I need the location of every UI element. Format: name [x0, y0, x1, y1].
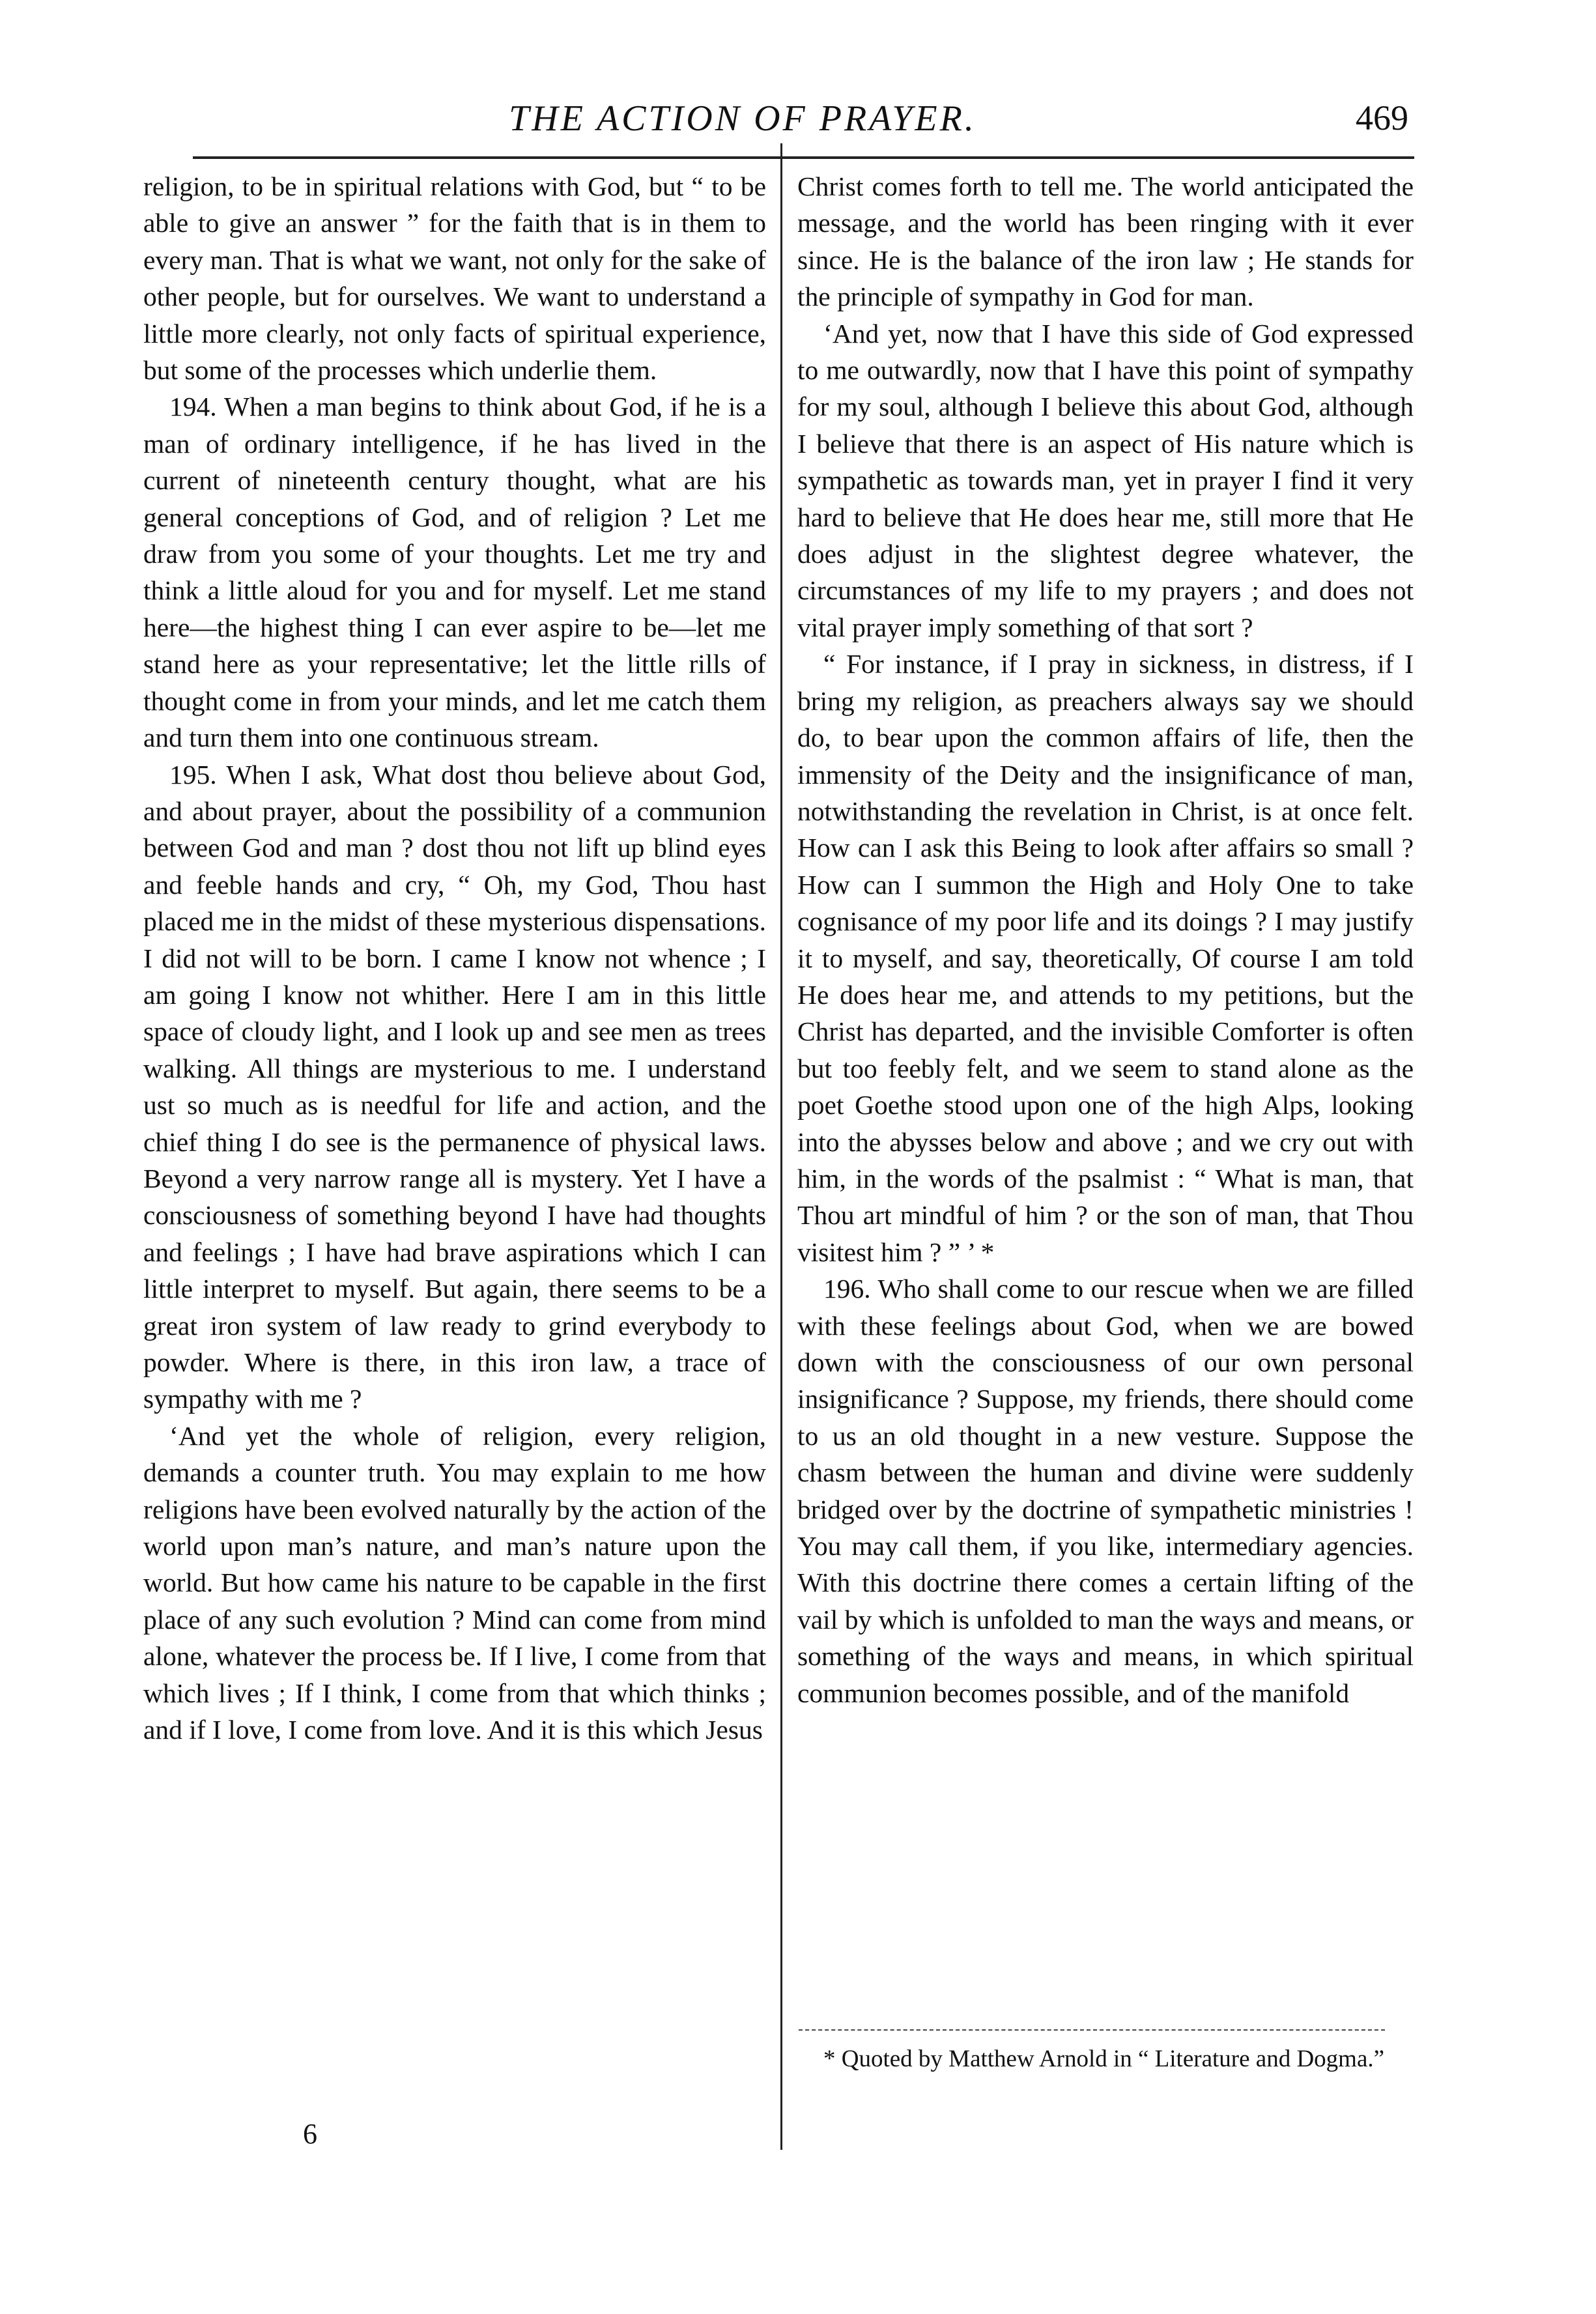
footnote: * Quoted by Matthew Arnold in “ Literature and Dogma.”: [823, 2046, 1385, 2072]
signature-mark: 6: [303, 2118, 317, 2150]
left-column: [143, 168, 766, 1748]
page-header: [0, 98, 1596, 150]
page-number: 469: [1356, 98, 1408, 137]
paragraph: 196. Who shall come to our rescue when we are filled with these feelings about God, when we are bowed down with the consciousness of our own personal insignificance ? Suppose, my friends, there should come to us an old thought in a new vesture. Suppose the chasm between the human and divine were suddenly bridged over by the doctrine of sympathetic ministries ! You may call them, if you like, intermediary agencies. With this doctrine there comes a certain lifting of the vail by which is unfolded to man the ways and means, or something of the ways and means, in which spiritual communion becomes possible, and of the manifold: [797, 1274, 1414, 1708]
paragraph: Christ comes forth to tell me. The world anticipated the message, and the world has been ringing with it ever since. He is the balance of the iron law ; He stands for the principle of sympathy in God for man.: [797, 171, 1414, 312]
paragraph: “ For instance, if I pray in sickness, in distress, if I bring my religion, as preachers always say we should do, to bear upon the common affairs of life, then the immensity of the Deity and the insignificance of man, notwithstanding the revelation in Christ, is at once felt. How can I ask this Being to look after affairs so small ? How can I summon the High and Holy One to take cognisance of my poor life and its doings ? I may justify it to myself, and say, theoretically, Of course I am told He does hear me, and attends to my petitions, but the Christ has departed, and the invisible Comforter is often but too feebly felt, and we seem to stand alone as the poet Goethe stood upon one of the high Alps, looking into the abysses below and above ; and we cry out with him, in the words of the psalmist : “ What is man, that Thou art mindful of him ? or the son of man, that Thou visitest him ? ” ’ *: [797, 649, 1414, 1267]
paragraph: ‘And yet the whole of religion, every religion, demands a counter truth. You may explain to me how religions have been evolved naturally by the action of the world upon man’s nature, and man’s nature upon the world. But how came his nature to be capable in the first place of any such evolution ? Mind can come from mind alone, whatever the process be. If I live, I come from that which lives ; If I think, I come from that which thinks ; and if I love, I come from love. And it is this which Jesus: [143, 1420, 766, 1745]
paragraph: religion, to be in spiritual relations with God, but “ to be able to give an answer ” for the faith that is in them to every man. That is what we want, not only for the sake of other people, but for ourselves. We want to understand a little more clearly, not only facts of spiritual experience, but some of the processes which underlie them.: [143, 171, 766, 386]
column-divider: [780, 143, 782, 2150]
paragraph: ‘And yet, now that I have this side of God expressed to me outwardly, now that I have this point of sympathy for my soul, although I believe this about God, although I believe that there is an aspect of His nature which is sympathetic as towards man, yet in prayer I find it very hard to believe that He does hear me, still more that He does adjust in the slightest degree whatever, the circumstances of my life to my prayers ; and does not vital prayer imply something of that sort ?: [797, 318, 1414, 642]
right-column: [797, 168, 1414, 1711]
paragraph: 194. When a man begins to think about God, if he is a man of ordinary intelligence, if he has lived in the current of nineteenth century thought, what are his general conceptions of God, and of religion ? Let me draw from you some of your thoughts. Let me try and think a little aloud for you and for myself. Let me stand here—the highest thing I can ever aspire to be—let me stand here as your representative; let the little rills of thought come in from your minds, and let me catch them and turn them into one continuous stream.: [143, 392, 766, 753]
header-rule: [193, 156, 1414, 159]
footnote-rule: [799, 2029, 1385, 2031]
running-title: THE ACTION OF PRAYER.: [509, 98, 976, 139]
paragraph: 195. When I ask, What dost thou believe about God, and about prayer, about the possibility of a communion between God and man ? dost thou not lift up blind eyes and feeble hands and cry, “ Oh, my God, Thou hast placed me in the midst of these mysterious dispensations. I did not will to be born. I came I know not whence ; I am going I know not whither. Here I am in this little space of cloudy light, and I look up and see men as trees walking. All things are mysterious to me. I understand ust so much as is needful for life and action, and the chief thing I do see is the permanence of physical laws. Beyond a very narrow range all is mystery. Yet I have a consciousness of something beyond I have had thoughts and feelings ; I have had brave aspirations which I can little interpret to myself. But again, there seems to be a great iron system of law ready to grind everybody to powder. Where is there, in this iron law, a trace of sympathy with me ?: [143, 759, 766, 1414]
